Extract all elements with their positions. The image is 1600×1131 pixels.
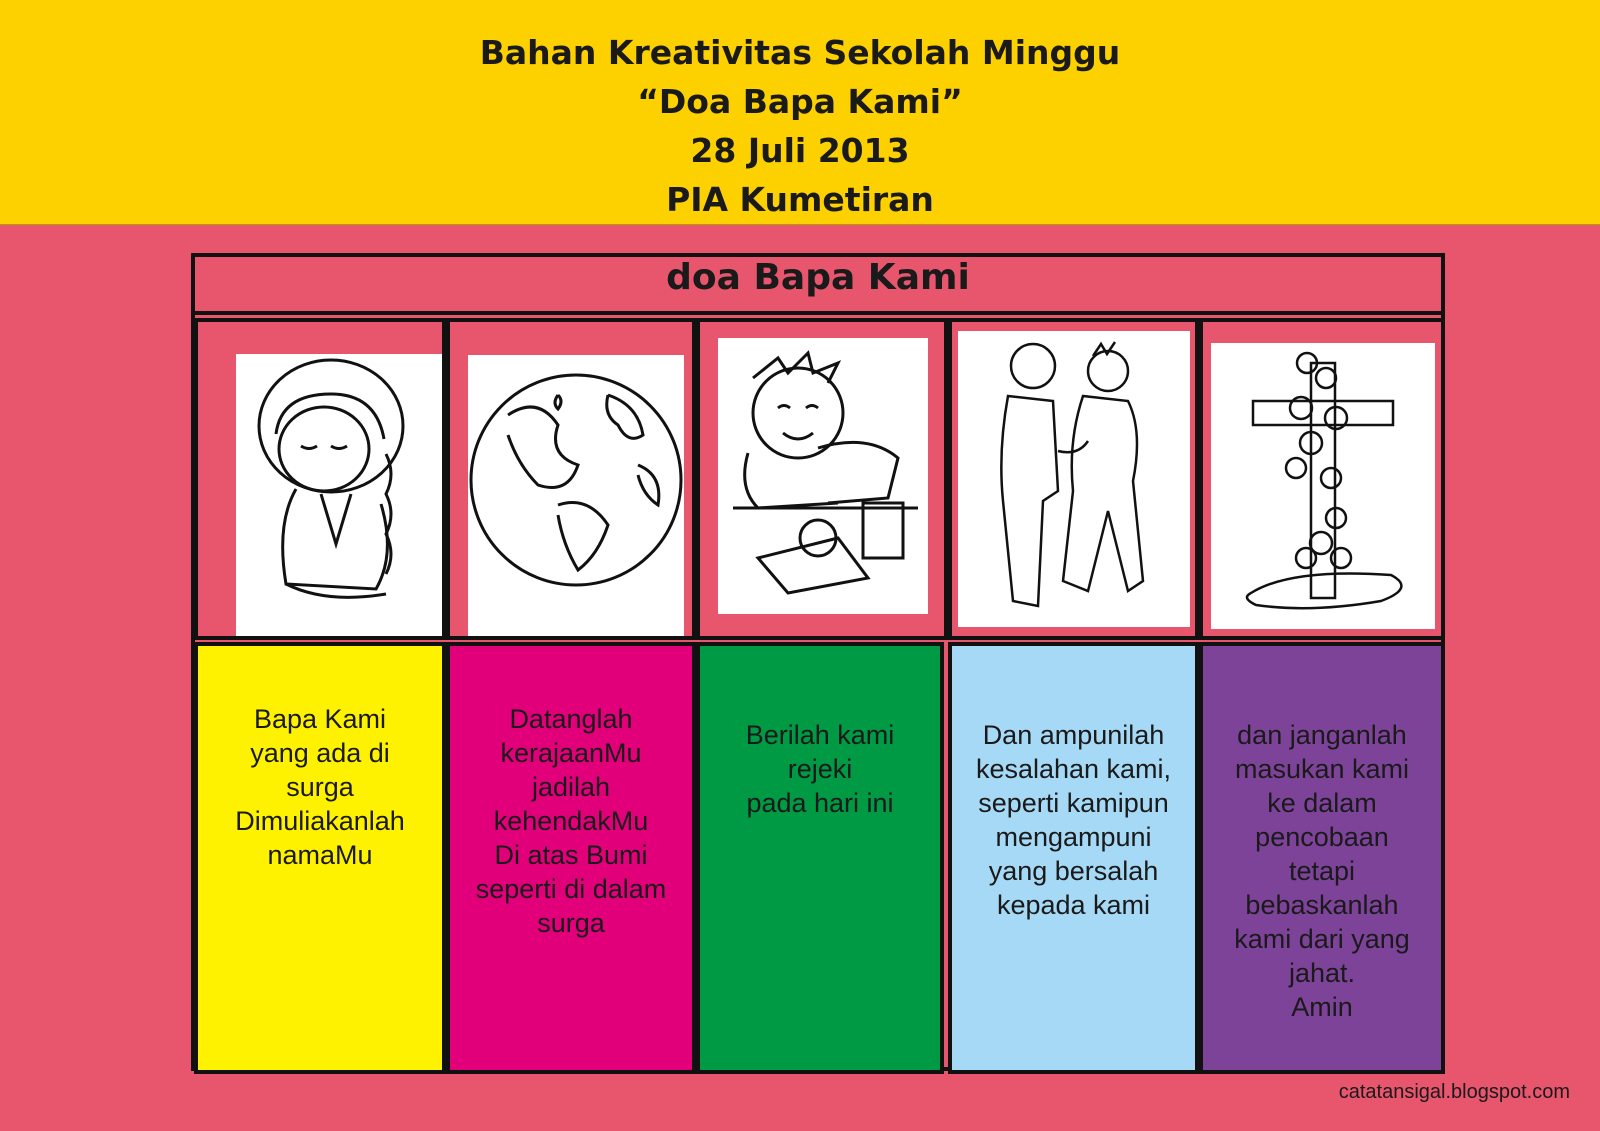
picture-cell-3: [696, 318, 948, 640]
picture-cell-1: [194, 318, 446, 640]
text-cell-3: [696, 642, 944, 1074]
globe-icon: [468, 355, 684, 636]
picture-cell-4: [948, 318, 1199, 640]
header-date: 28 Juli 2013: [690, 131, 910, 170]
praying-girl-icon: [236, 354, 442, 636]
picture-cell-5: [1199, 318, 1445, 640]
prayer-text-4: Dan ampunilah kesalahan kami, seperti kamipun mengampuni yang bersalah kepada kami: [975, 720, 1172, 920]
header-group: PIA Kumetiran: [666, 180, 934, 219]
text-cell-5: [1199, 642, 1445, 1074]
text-cell-1: [194, 642, 446, 1074]
header-banner: [0, 0, 1600, 225]
prayer-text-1: Bapa Kami yang ada di surga Dimuliakanlah namaMu: [235, 704, 405, 870]
boy-eating-icon: [718, 338, 928, 614]
prayer-text-5: dan janganlah masukan kami ke dalam pencobaan tetapi bebaskanlah kami dari yang jahat. Amin: [1234, 720, 1410, 1022]
flower-cross-icon: [1211, 343, 1435, 629]
site-credit: catatansigal.blogspot.com: [1338, 1081, 1570, 1103]
board-title: doa Bapa Kami: [666, 257, 970, 298]
prayer-text-2: Datanglah kerajaanMu jadilah kehendakMu Di atas Bumi seperti di dalam surga: [475, 704, 667, 938]
text-cell-2: [446, 642, 696, 1074]
board-title-bar: [191, 253, 1445, 315]
forgiving-men-icon: [958, 331, 1190, 627]
header-title: Bahan Kreativitas Sekolah Minggu: [479, 33, 1121, 72]
picture-cell-2: [446, 318, 696, 640]
header-subtitle: “Doa Bapa Kami”: [637, 82, 963, 121]
prayer-text-3: Berilah kami rejeki pada hari ini: [745, 720, 895, 818]
text-cell-4: [948, 642, 1199, 1074]
